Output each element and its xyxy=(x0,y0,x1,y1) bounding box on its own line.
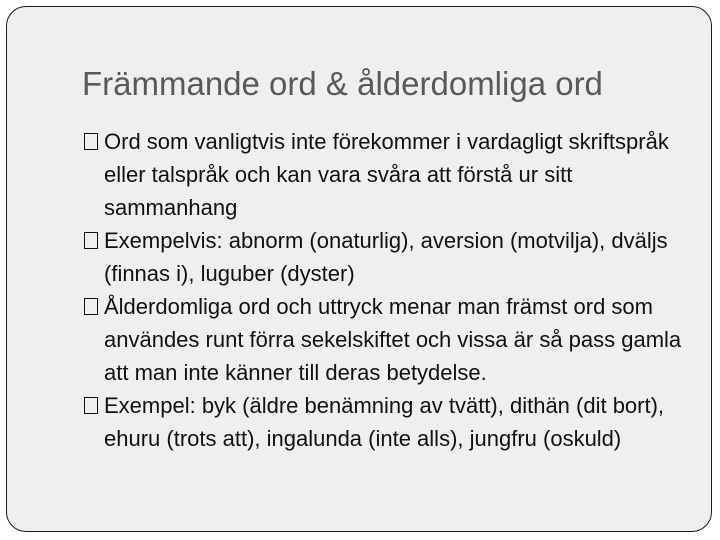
missing-glyph-box-icon xyxy=(84,397,98,414)
bullet-item xyxy=(84,224,684,290)
bullet-list xyxy=(84,125,684,455)
missing-glyph-box-icon xyxy=(84,133,98,150)
slide-title: Främmande ord & ålderdomliga ord xyxy=(82,65,603,102)
bullet-text: Exempelvis: abnorm (onaturlig), aversion (motvilja), dväljs (finnas i), luguber (dyster) xyxy=(104,228,668,286)
missing-glyph-box-icon xyxy=(84,232,98,249)
bullet-item xyxy=(84,125,684,224)
slide xyxy=(6,6,712,532)
bullet-item xyxy=(84,290,684,389)
bullet-text: Exempel: byk (äldre benämning av tvätt), dithän (dit bort), ehuru (trots att), ingalunda (inte alls), jungfru (oskuld) xyxy=(104,393,665,451)
bullet-text: Ålderdomliga ord och uttryck menar man främst ord som användes runt förra sekelskiftet och vissa är så pass gamla att man inte känner till deras betydelse. xyxy=(104,294,682,385)
bullet-item xyxy=(84,389,684,455)
bullet-text: Ord som vanligtvis inte förekommer i vardagligt skriftspråk eller talspråk och kan vara svåra att förstå ur sitt sammanhang xyxy=(104,129,669,220)
missing-glyph-box-icon xyxy=(84,298,98,315)
